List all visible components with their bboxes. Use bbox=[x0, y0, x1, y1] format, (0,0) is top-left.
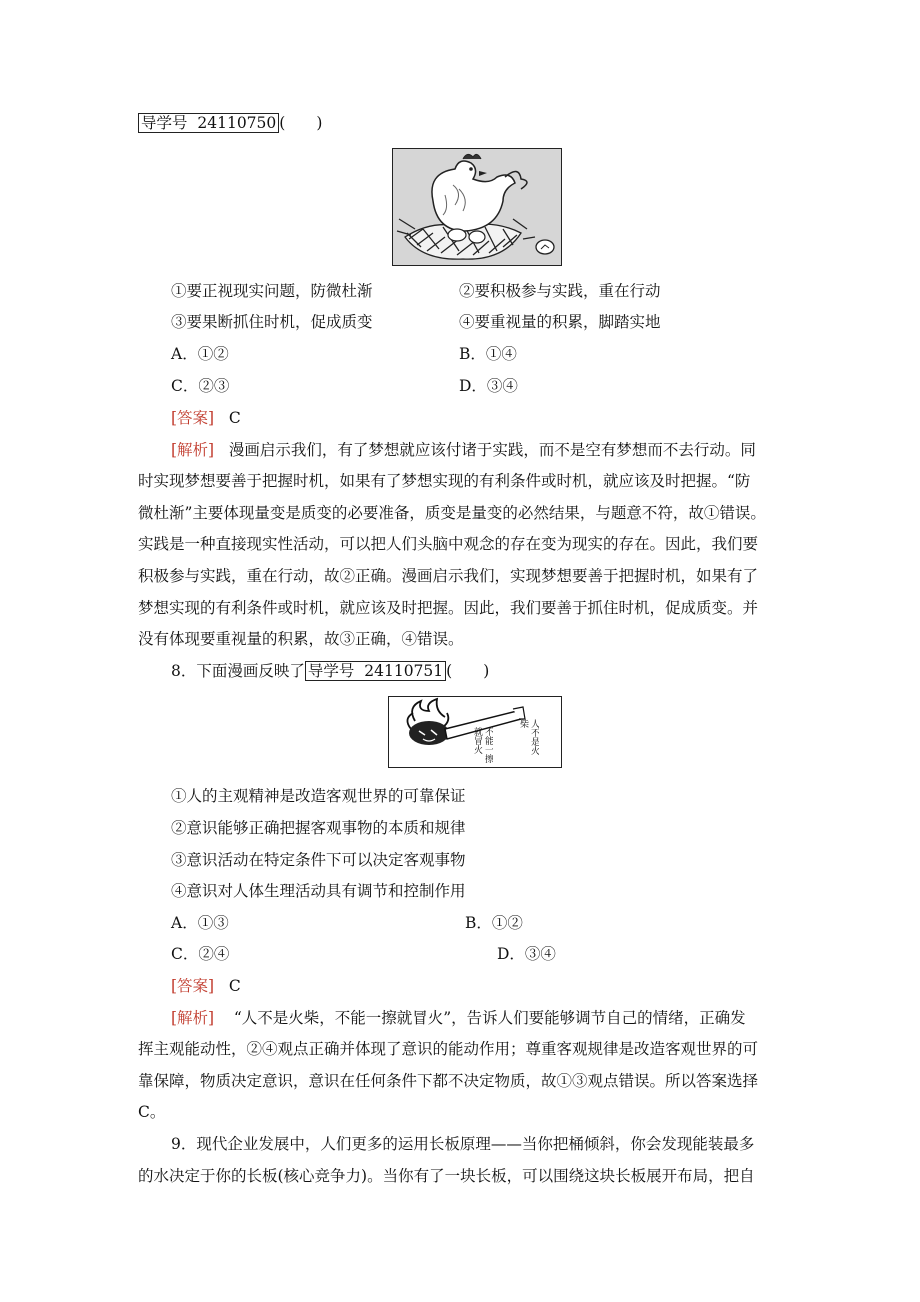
q7-answer-value: C bbox=[228, 409, 241, 427]
q8-answer-tag: [答案] bbox=[171, 977, 215, 995]
q7-analysis-line-1 bbox=[171, 439, 783, 461]
q8-analysis-line-2: 挥主观能动性，②④观点正确并体现了意识的能动作用；尊重客观规律是改造客观世界的可 bbox=[138, 1040, 759, 1058]
q9-line-2: 的水决定于你的长板(核心竞争力)。当你有了一块长板，可以围绕这块长板展开布局，把自 bbox=[138, 1167, 755, 1185]
q7-option-1: ①要正视现实问题，防微杜渐 bbox=[171, 282, 373, 300]
q7-analysis-line-6: 梦想实现的有利条件或时机，就应该及时把握。因此，我们要善于抓住时机，促成质变。并 bbox=[138, 599, 759, 617]
q8-ref-number: 24110751 bbox=[364, 662, 444, 680]
q7-analysis-line-3: 微杜渐”主要体现量变是质变的必要准备，质变是量变的必然结果，与题意不符，故①错误。 bbox=[138, 504, 766, 522]
q8-analysis-tag: [解析] bbox=[171, 1009, 215, 1027]
q8-option-4: ④意识对人体生理活动具有调节和控制作用 bbox=[171, 882, 466, 900]
q7-answer-line bbox=[171, 407, 241, 429]
match-cartoon-image bbox=[388, 696, 562, 768]
hen-cartoon-image bbox=[392, 148, 562, 266]
q8-analysis-line-1 bbox=[171, 1007, 783, 1029]
q8-choice-a: A．①③ bbox=[171, 914, 229, 932]
cartoon-text-col-2: 不能一擦就冒火 bbox=[472, 727, 493, 763]
q8-analysis-line-4: C。 bbox=[138, 1103, 166, 1121]
q8-option-3: ③意识活动在特定条件下可以决定客观事物 bbox=[171, 851, 466, 869]
q7-ref-number: 24110750 bbox=[197, 114, 277, 132]
q7-option-4: ④要重视量的积累，脚踏实地 bbox=[459, 313, 661, 331]
q8-blank: ( ) bbox=[446, 662, 490, 680]
q7-option-2: ②要积极参与实践，重在行动 bbox=[459, 282, 661, 300]
cartoon-text-col-1: 人不是火柴 bbox=[518, 719, 539, 755]
q7-choice-b: B．①④ bbox=[459, 345, 517, 363]
q7-analysis-line-7: 没有体现要重视量的积累，故③正确，④错误。 bbox=[138, 630, 464, 648]
q7-choice-a: A．①② bbox=[171, 345, 229, 363]
q8-ref-box bbox=[305, 661, 446, 681]
q8-answer-line bbox=[171, 975, 241, 997]
q7-ref-label: 导学号 bbox=[141, 114, 188, 132]
q7-analysis-line-5: 积极参与实践，重在行动，故②正确。漫画启示我们，实现梦想要善于把握时机，如果有了 bbox=[138, 567, 759, 585]
q7-option-3: ③要果断抓住时机，促成质变 bbox=[171, 313, 373, 331]
q8-stem bbox=[171, 660, 489, 682]
q8-choice-b: B．①② bbox=[465, 914, 523, 932]
q7-ref-line bbox=[138, 112, 322, 134]
q8-option-1: ①人的主观精神是改造客观世界的可靠保证 bbox=[171, 787, 466, 805]
q7-analysis-tag: [解析] bbox=[171, 441, 215, 459]
q7-analysis-line-2: 时实现梦想要善于把握时机，如果有了梦想实现的有利条件或时机，就应该及时把握。“防 bbox=[138, 472, 751, 490]
q7-ref-box bbox=[138, 113, 279, 133]
q9-line-1: 9．现代企业发展中，人们更多的运用长板原理——当你把桶倾斜，你会发现能装最多 bbox=[171, 1135, 755, 1153]
q8-ref-label: 导学号 bbox=[307, 662, 355, 680]
q7-blank: ( ) bbox=[279, 114, 323, 132]
q7-choice-c: C．②③ bbox=[171, 377, 230, 395]
q7-answer-tag: [答案] bbox=[171, 409, 215, 427]
q7-choice-d: D．③④ bbox=[459, 377, 518, 395]
q8-stem-prefix: 8．下面漫画反映了 bbox=[171, 662, 305, 680]
q8-option-2: ②意识能够正确把握客观事物的本质和规律 bbox=[171, 819, 466, 837]
q8-analysis-text-1: “人不是火柴，不能一擦就冒火”，告诉人们要能够调节自己的情绪，正确发 bbox=[233, 1009, 746, 1027]
q8-choice-c: C．②④ bbox=[171, 945, 230, 963]
q8-choice-d: D．③④ bbox=[497, 945, 556, 963]
q7-analysis-line-4: 实践是一种直接现实性活动，可以把人们头脑中观念的存在变为现实的存在。因此，我们要 bbox=[138, 535, 759, 553]
q8-answer-value: C bbox=[228, 977, 241, 995]
q8-analysis-line-3: 靠保障，物质决定意识，意识在任何条件下都不决定物质，故①③观点错误。所以答案选择 bbox=[138, 1072, 759, 1090]
q7-analysis-text-1: 漫画启示我们，有了梦想就应该付诸于实践，而不是空有梦想而不去行动。同 bbox=[228, 441, 756, 459]
